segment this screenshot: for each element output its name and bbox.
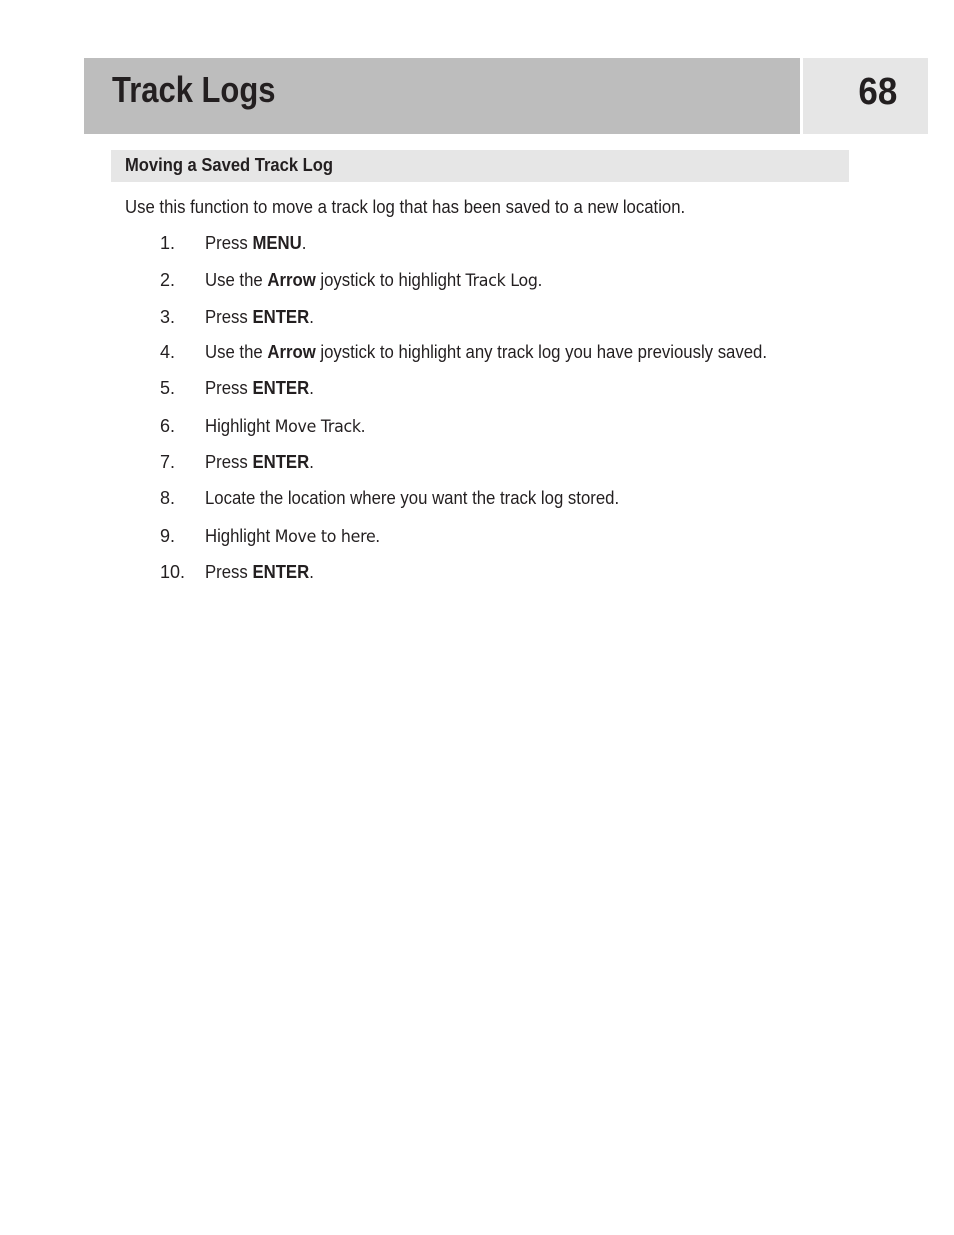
key-label: MENU (252, 233, 302, 253)
step-text-part: joystick to highlight any track log you have previously saved. (315, 342, 768, 362)
step-text (205, 305, 314, 329)
step-text-part: . (301, 233, 307, 253)
step-text-part: Use the (205, 342, 268, 362)
section-title: Moving a Saved Track Log (125, 155, 333, 175)
page-number-box (803, 58, 928, 134)
page-number: 68 (858, 71, 897, 113)
step-number: 5. (160, 378, 176, 398)
screen-option-label: Track Log (465, 271, 538, 291)
step-text (205, 376, 314, 400)
step-text (205, 414, 365, 439)
step-text-part: Press (205, 307, 253, 327)
step-number: 9. (160, 526, 176, 546)
key-label: ENTER (252, 562, 310, 582)
step-text-part: . (309, 307, 314, 327)
step-text (205, 268, 542, 293)
step-text-part: Highlight (205, 416, 275, 436)
step-number: 10. (160, 562, 186, 582)
step-text (205, 560, 314, 584)
step-text-part: . (375, 526, 381, 546)
key-label: Arrow (267, 342, 316, 362)
step-text-part: . (360, 416, 366, 436)
key-label: ENTER (252, 378, 310, 398)
step-text-part: . (309, 562, 314, 582)
page-title: Track Logs (112, 69, 276, 110)
step-number: 2. (160, 270, 176, 290)
step-text (205, 340, 767, 364)
section-bar (111, 150, 849, 182)
step-number: 7. (160, 452, 176, 472)
step-text (205, 486, 619, 510)
step-number: 6. (160, 416, 176, 436)
step-text-part: . (309, 452, 314, 472)
screen-option-label: Move Track (274, 417, 361, 437)
step-number: 3. (160, 307, 176, 327)
step-text-part: Press (205, 378, 253, 398)
step-text-part: Press (205, 233, 253, 253)
step-number: 4. (160, 342, 176, 362)
step-text-part: Locate the location where you want the track log stored. (205, 488, 620, 508)
step-text-part: Use the (205, 270, 268, 290)
screen-option-label: Move to here (274, 527, 376, 547)
key-label: ENTER (252, 452, 310, 472)
key-label: Arrow (267, 270, 316, 290)
key-label: ENTER (252, 307, 310, 327)
step-text-part: Press (205, 562, 253, 582)
step-number: 1. (160, 233, 176, 253)
step-text-part: . (309, 378, 314, 398)
step-text-part: . (537, 270, 543, 290)
step-number: 8. (160, 488, 176, 508)
step-text (205, 524, 380, 549)
step-text (205, 450, 314, 474)
step-text-part: joystick to highlight (315, 270, 466, 290)
step-text (205, 231, 306, 255)
step-text-part: Press (205, 452, 253, 472)
step-text-part: Highlight (205, 526, 275, 546)
header-bar (84, 58, 800, 134)
intro-paragraph: Use this function to move a track log that has been saved to a new location. (125, 197, 686, 217)
